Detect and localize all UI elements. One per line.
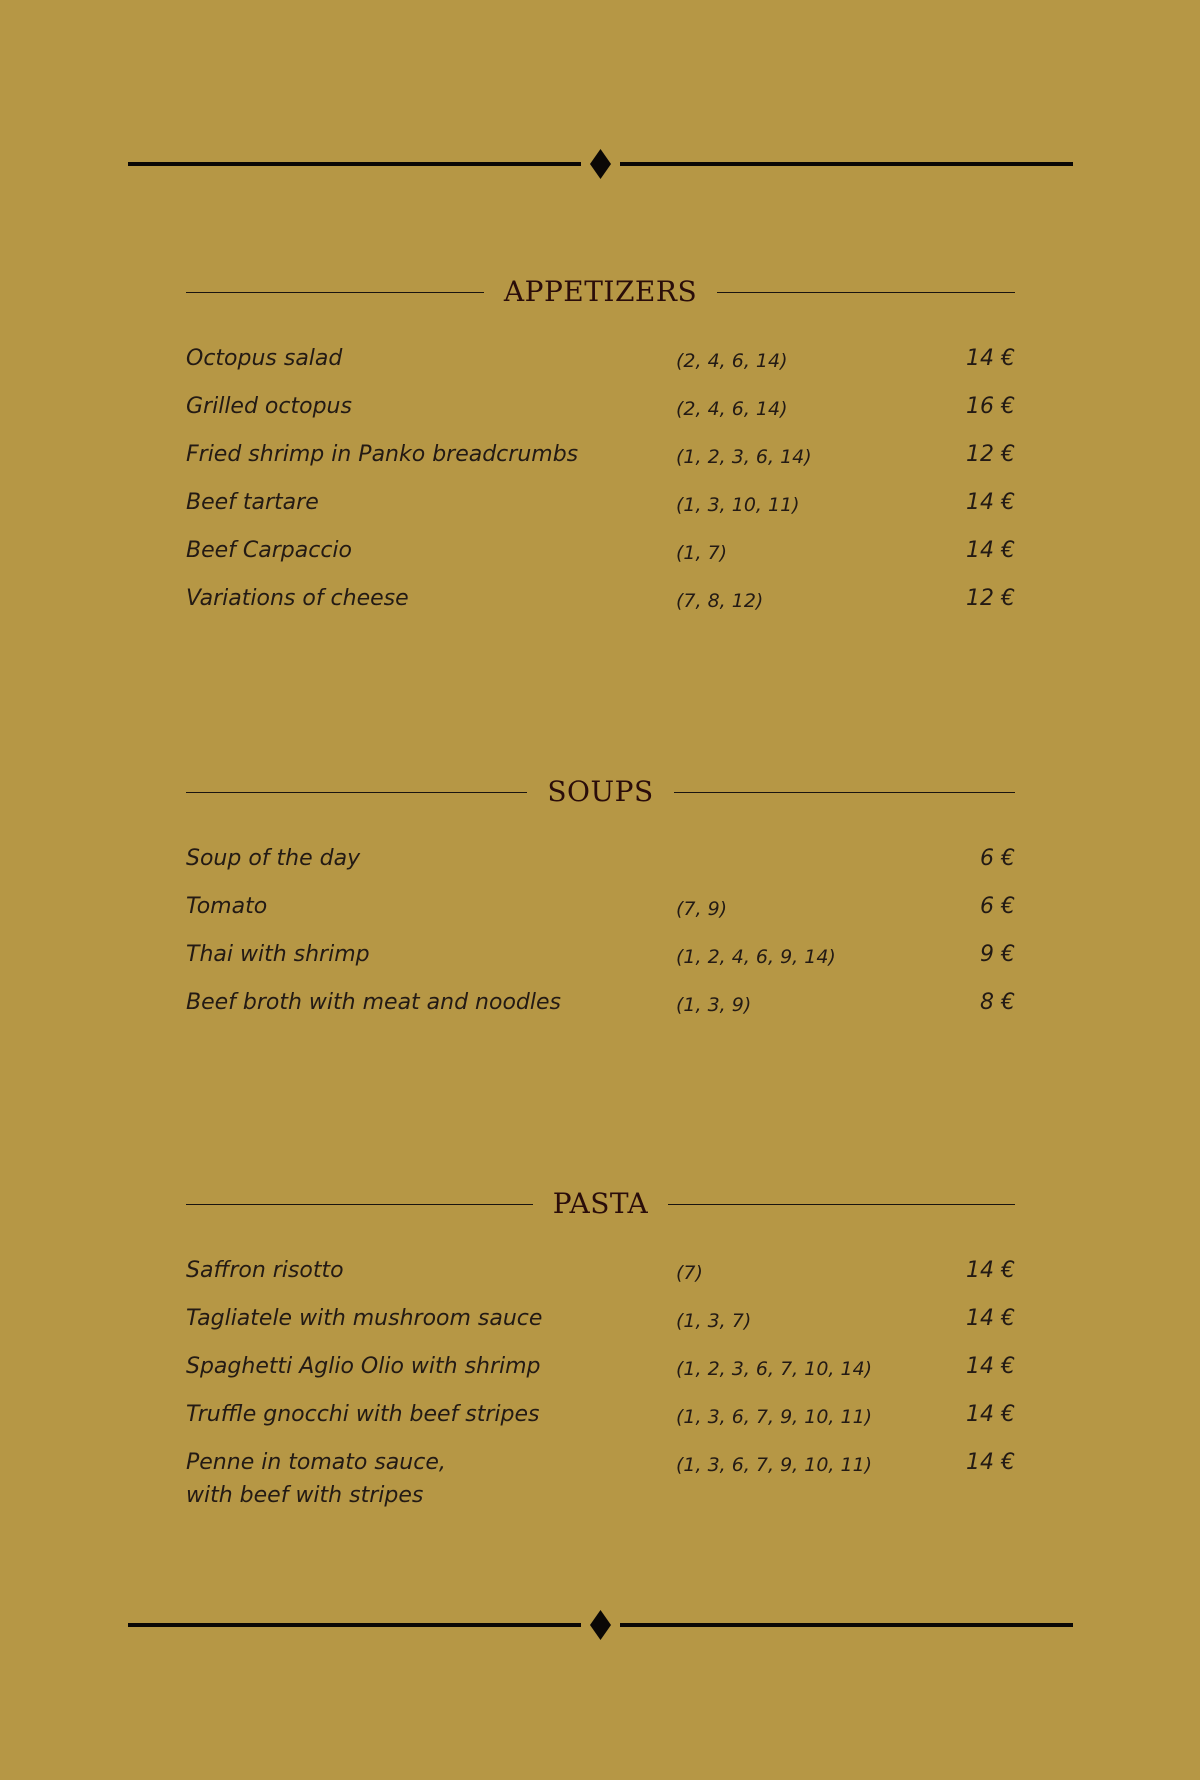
menu-item — [186, 1302, 1015, 1350]
menu-item — [186, 534, 1015, 582]
allergen-codes: (1, 2, 3, 6, 7, 10, 14) — [676, 1358, 873, 1380]
menu-item — [186, 438, 1015, 486]
section-header — [186, 1184, 1015, 1224]
dish-name: Fried shrimp in Panko breadcrumbs — [186, 442, 579, 467]
menu-item — [186, 342, 1015, 390]
allergen-codes: (2, 4, 6, 14) — [676, 398, 788, 420]
allergen-codes: (1, 3, 7) — [676, 1310, 752, 1332]
dish-name: Penne in tomato sauce, with beef with stripes — [186, 1450, 446, 1508]
dish-price: 14 € — [966, 1450, 1015, 1475]
section-soups — [186, 772, 1015, 1034]
section-header — [186, 772, 1015, 812]
dish-name: Beef tartare — [186, 490, 319, 515]
allergen-codes: (1, 2, 4, 6, 9, 14) — [676, 946, 836, 968]
allergen-codes: (1, 3, 6, 7, 9, 10, 11) — [676, 1406, 873, 1428]
divider-line — [128, 162, 581, 166]
divider-line — [128, 1623, 581, 1627]
dish-price: 14 € — [966, 538, 1015, 563]
menu-item — [186, 1254, 1015, 1302]
header-rule — [717, 292, 1015, 293]
section-pasta — [186, 1184, 1015, 1526]
divider-line — [620, 1623, 1073, 1627]
bottom-ornament-divider — [128, 1610, 1073, 1640]
dish-name: Thai with shrimp — [186, 942, 370, 967]
dish-price: 14 € — [966, 1354, 1015, 1379]
menu-item — [186, 938, 1015, 986]
allergen-codes: (1, 7) — [676, 542, 728, 564]
menu-item-list — [186, 342, 1015, 630]
dish-name: Saffron risotto — [186, 1258, 344, 1283]
dish-price: 6 € — [980, 894, 1015, 919]
dish-name: Soup of the day — [186, 846, 361, 871]
dish-price: 14 € — [966, 1306, 1015, 1331]
dish-price: 14 € — [966, 1258, 1015, 1283]
dish-price: 14 € — [966, 346, 1015, 371]
menu-item — [186, 1350, 1015, 1398]
dish-name: Variations of cheese — [186, 586, 409, 611]
allergen-codes: (7, 8, 12) — [676, 590, 764, 612]
section-appetizers — [186, 272, 1015, 630]
section-title: APPETIZERS — [503, 275, 698, 308]
dish-price: 14 € — [966, 490, 1015, 515]
header-rule — [186, 792, 527, 793]
section-title: SOUPS — [547, 775, 654, 808]
menu-item-list — [186, 842, 1015, 1034]
allergen-codes: (7, 9) — [676, 898, 728, 920]
menu-item — [186, 582, 1015, 630]
header-rule — [186, 292, 484, 293]
menu-item — [186, 486, 1015, 534]
allergen-codes: (1, 3, 9) — [676, 994, 752, 1016]
section-title: PASTA — [552, 1187, 649, 1220]
allergen-codes: (7) — [676, 1262, 703, 1284]
dish-price: 9 € — [980, 942, 1015, 967]
header-rule — [668, 1204, 1015, 1205]
dish-name: Truffle gnocchi with beef stripes — [186, 1402, 540, 1427]
divider-line — [620, 162, 1073, 166]
allergen-codes: (2, 4, 6, 14) — [676, 350, 788, 372]
top-ornament-divider — [128, 149, 1073, 179]
dish-price: 8 € — [980, 990, 1015, 1015]
dish-price: 12 € — [966, 442, 1015, 467]
menu-item-list — [186, 1254, 1015, 1526]
dish-name: Spaghetti Aglio Olio with shrimp — [186, 1354, 541, 1379]
diamond-icon — [590, 1610, 611, 1640]
dish-name: Beef broth with meat and noodles — [186, 990, 561, 1015]
header-rule — [186, 1204, 533, 1205]
dish-name: Tomato — [186, 894, 268, 919]
menu-item — [186, 1446, 1015, 1526]
dish-name: Tagliatele with mushroom sauce — [186, 1306, 543, 1331]
dish-price: 14 € — [966, 1402, 1015, 1427]
menu-item — [186, 1398, 1015, 1446]
allergen-codes: (1, 2, 3, 6, 14) — [676, 446, 812, 468]
menu-item — [186, 890, 1015, 938]
header-rule — [674, 792, 1015, 793]
menu-item — [186, 390, 1015, 438]
diamond-icon — [590, 149, 611, 179]
section-header — [186, 272, 1015, 312]
dish-price: 16 € — [966, 394, 1015, 419]
dish-price: 12 € — [966, 586, 1015, 611]
dish-name: Octopus salad — [186, 346, 343, 371]
dish-name: Beef Carpaccio — [186, 538, 352, 563]
menu-item — [186, 842, 1015, 890]
allergen-codes: (1, 3, 10, 11) — [676, 494, 800, 516]
menu-item — [186, 986, 1015, 1034]
dish-price: 6 € — [980, 846, 1015, 871]
allergen-codes: (1, 3, 6, 7, 9, 10, 11) — [676, 1454, 873, 1476]
dish-name: Grilled octopus — [186, 394, 352, 419]
